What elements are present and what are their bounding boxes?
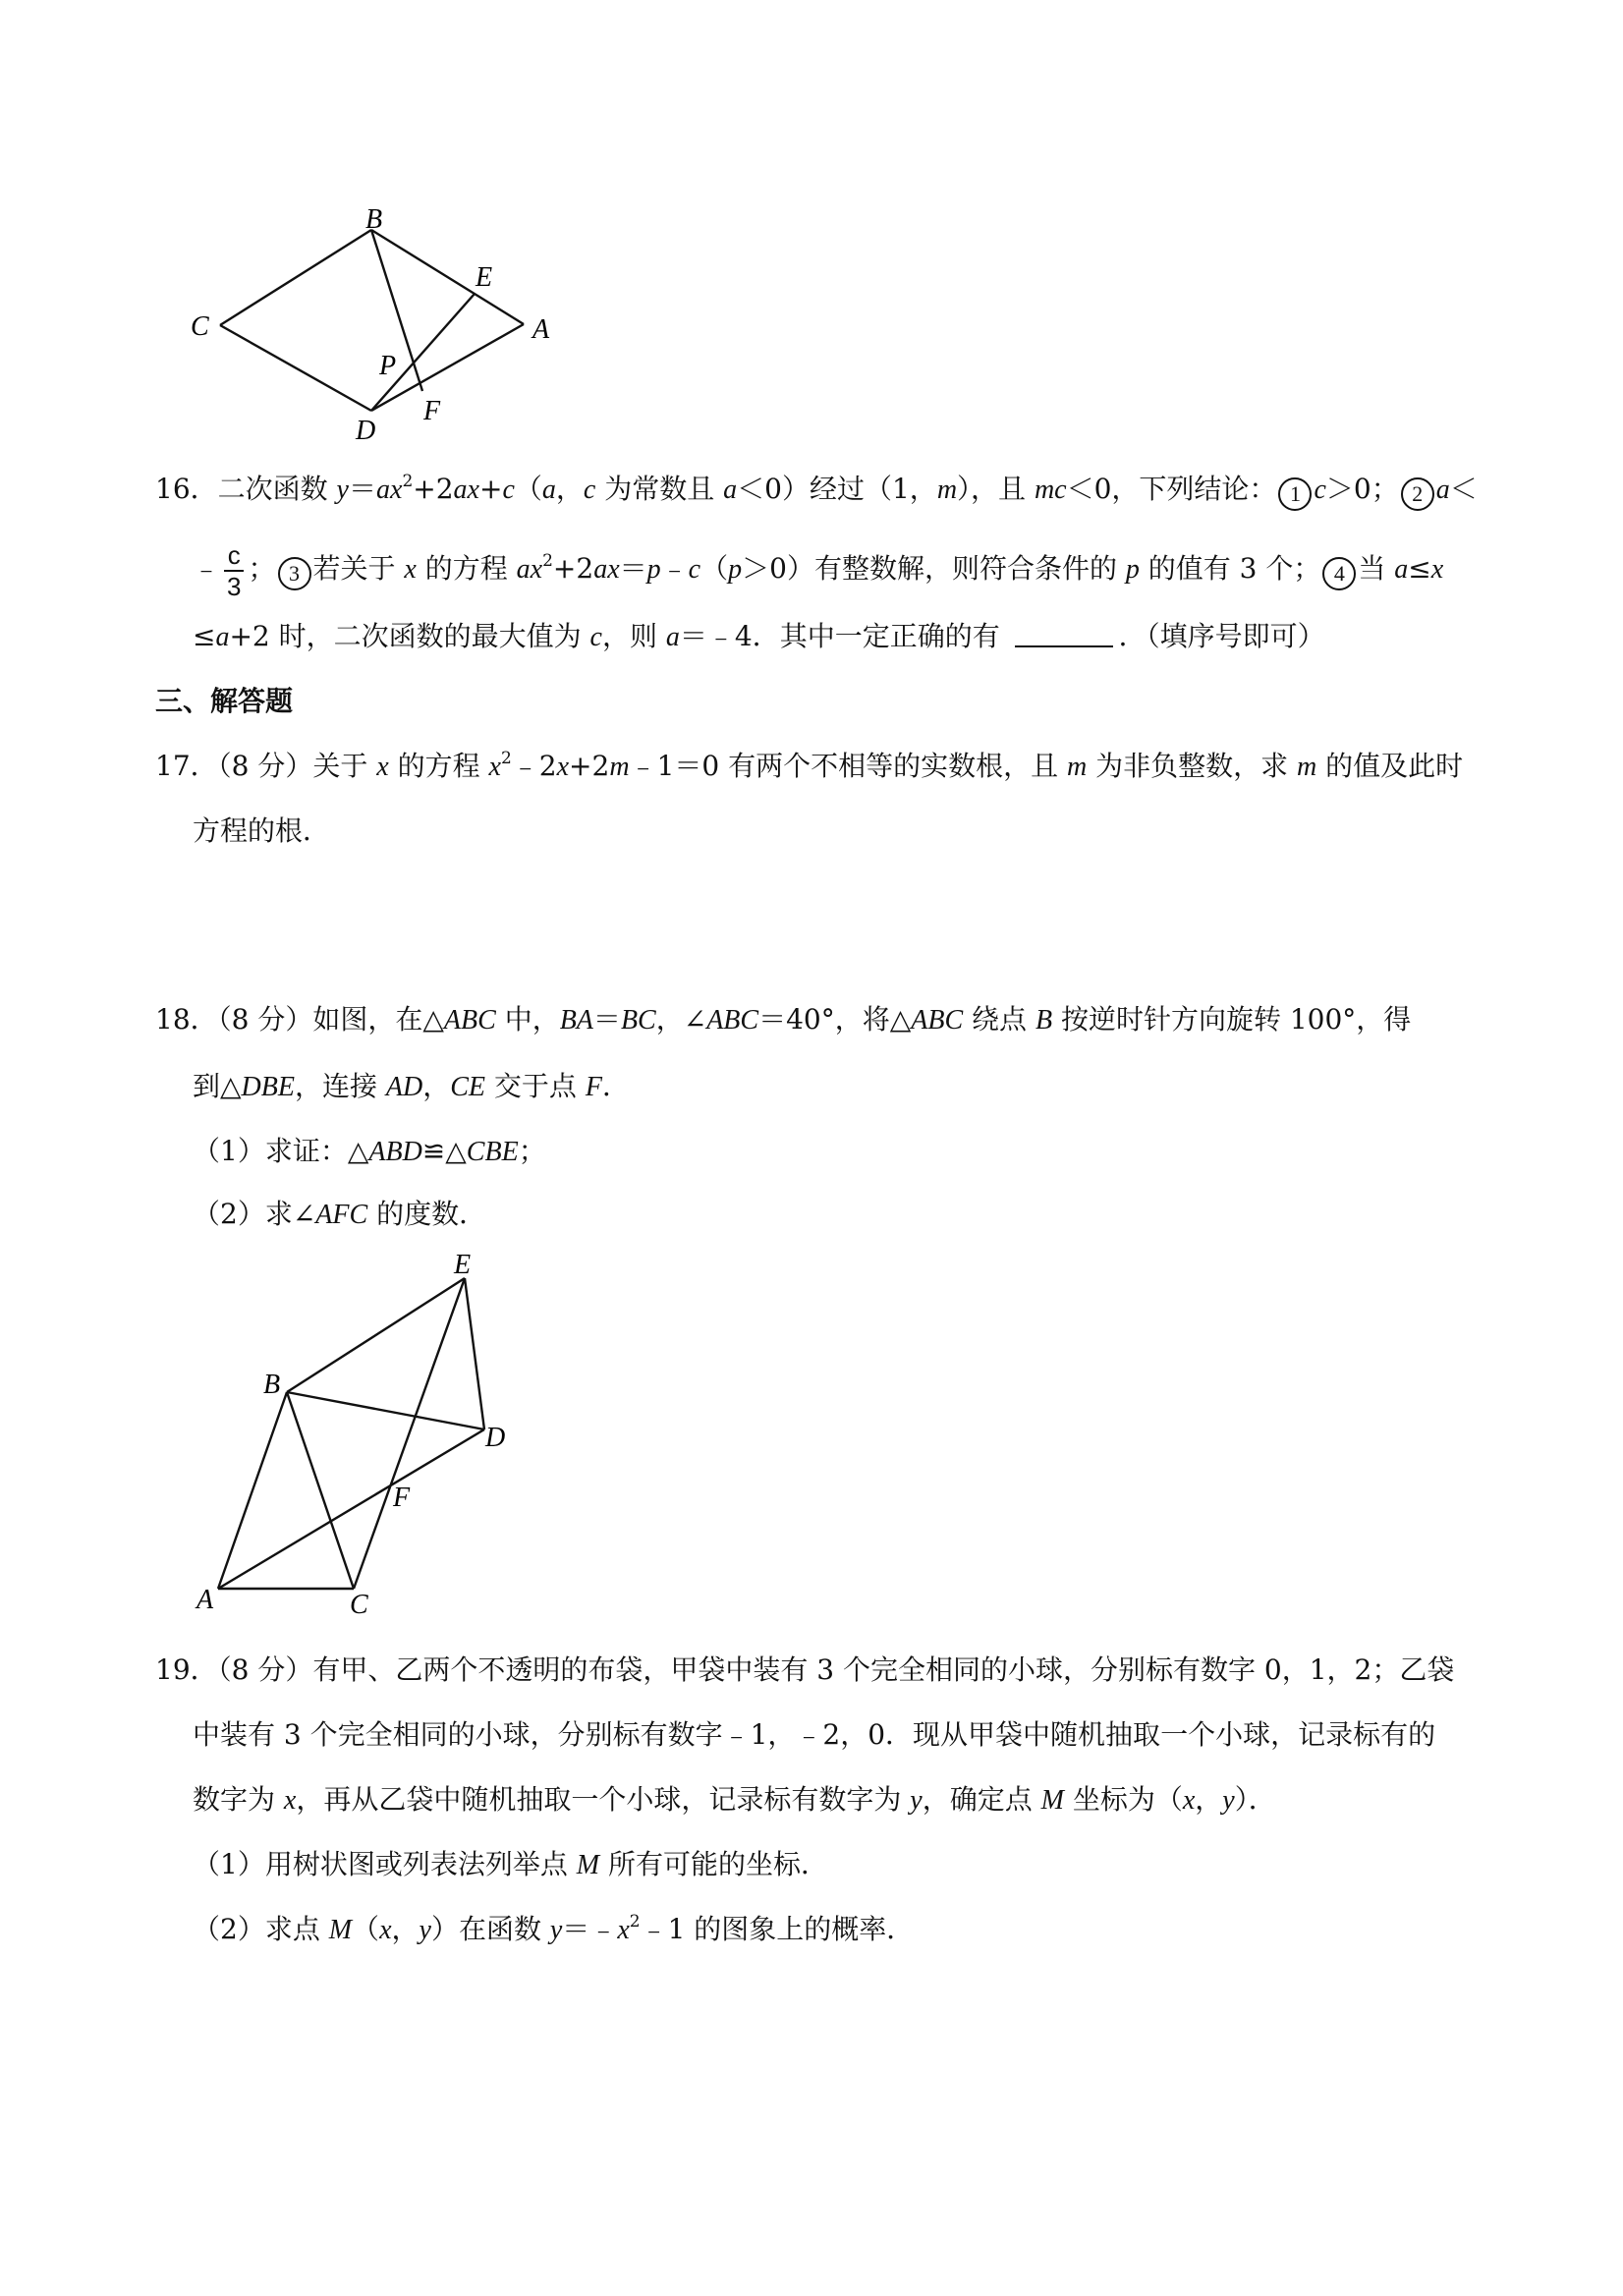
circled-number-4: 4 [1322,557,1356,590]
q18-sub-1: （1）求证：△ABD≌△CBE； [193,1135,546,1167]
label-E: E [476,262,493,293]
circled-number-2: 2 [1401,477,1434,511]
q17-line-1: 17．（8 分）关于 x 的方程 $x^2﹣2x+2m﹣1=0$ 有两个不相等的实数根，且 m 为非负整数，求 m 的值及此时 [155,749,1464,782]
figure-q15-quadrilateral [177,196,570,452]
label-A: A [196,1585,214,1615]
fraction-c-over-3: $\frac{c}{3}$ [224,540,244,601]
section-title: 三、解答题 [155,685,294,717]
label-C: C [350,1590,368,1620]
q17-line-2: 方程的根． [193,814,331,847]
label-E: E [454,1250,472,1280]
answer-blank [1015,620,1113,647]
circled-number-3: 3 [278,557,311,590]
q18-line-2: 到△DBE，连接 AD，CE 交于点 F． [193,1070,630,1102]
label-P: P [379,351,397,381]
label-C: C [191,311,209,342]
label-B: B [263,1370,281,1400]
q19-line-3: 数字为 x，再从乙袋中随机抽取一个小球，记录标有数字为 y，确定点 M 坐标为（x，y）． [193,1783,1276,1816]
q16-line-3: ≤a+2 时，二次函数的最大值为 c，则 a＝﹣4．其中一定正确的有 ．（填序号即可） [193,620,1325,652]
q18-line-1: 18．（8 分）如图，在△ABC 中，BA＝BC，∠ABC＝40°，将△ABC 绕点 B 按逆时针方向旋转 100°，得 [155,1003,1412,1036]
label-F: F [393,1483,411,1513]
figure-q18-rotation [187,1248,531,1621]
label-D: D [356,416,376,446]
label-A: A [532,314,550,345]
q19-line-2: 中装有 3 个完全相同的小球，分别标有数字﹣1，﹣2，0．现从甲袋中随机抽取一个小球，记录标有的 [193,1718,1436,1751]
q19-line-1: 19．（8 分）有甲、乙两个不透明的布袋，甲袋中装有 3 个完全相同的小球，分别标有数字 0，1，2；乙袋 [155,1653,1455,1686]
label-F: F [423,396,441,426]
label-D: D [485,1423,506,1453]
q19-sub-2: （2）求点 M（x，y）在函数 $y=﹣x^2﹣1$ 的图象上的概率． [193,1912,915,1945]
circled-number-1: 1 [1278,477,1312,511]
q19-sub-1: （1）用树状图或列表法列举点 M 所有可能的坐标． [193,1848,828,1880]
label-B: B [365,204,383,235]
q18-sub-2: （2）求∠AFC 的度数． [193,1198,487,1230]
q16-line-1: 16．二次函数 $y=ax^2+2ax+c(a$，c 为常数且 a＜0）经过（1，m），且 mc＜0，下列结论： 1 c＞0； 2 a＜ [155,470,1478,511]
q16-line-2: ﹣ $\frac{c}{3}$ ； 3 若关于 x 的方程 $ax^2+2ax=p﹣c(p>0)$有整数解，则符合条件的 p 的值有 3 个； 4 当 a≤x [193,539,1444,601]
